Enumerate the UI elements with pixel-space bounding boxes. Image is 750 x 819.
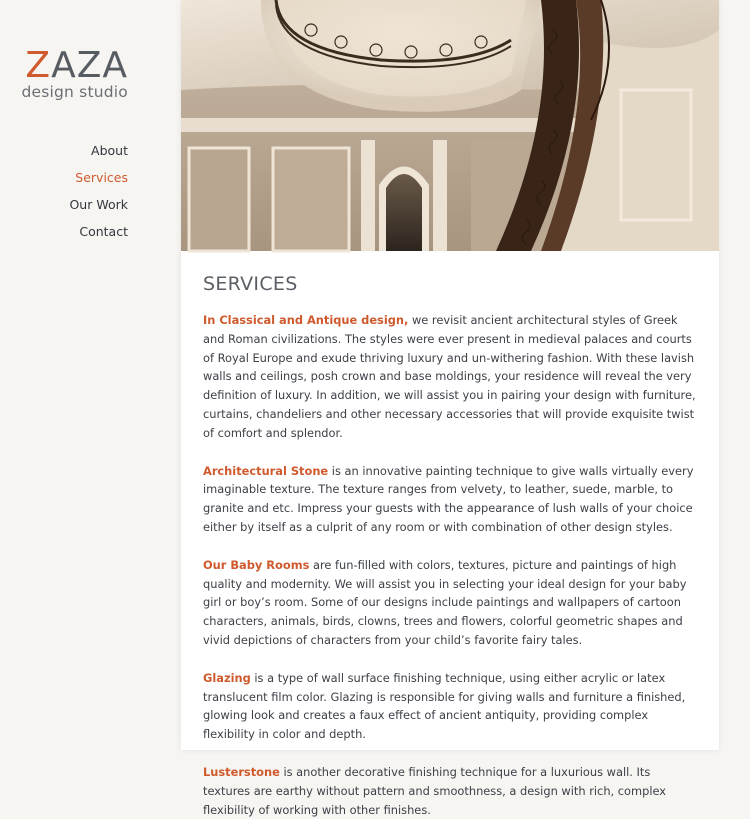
sidebar (0, 0, 181, 750)
nav-item-about[interactable]: About (91, 143, 128, 158)
paragraph-classical (203, 311, 697, 443)
logo-wordmark (21, 45, 128, 86)
paragraph-lead: Lusterstone (203, 764, 280, 779)
paragraph-glazing (203, 669, 697, 744)
paragraph-lead: Our Baby Rooms (203, 557, 310, 572)
paragraph-body: we revisit ancient architectural styles of Greek and Roman civilizations. The styles were ever present in medieval palaces and courts of Royal Europe and exude thriving luxury and un-withering fashion. With these lavish walls and ceilings, posh crown and base moldings, your residence will reveal the very definition of luxury. In addition, we will assist you in pairing your design with furniture, curtains, chandeliers and other necessary accessories that will provide exquisite twist of comfort and splendor. (203, 313, 696, 440)
paragraph-lead: In Classical and Antique design, (203, 313, 409, 327)
paragraph-body: are fun-filled with colors, textures, picture and paintings of high quality and modernity. We will assist you in selecting your ideal design for your baby girl or boy’s room. Some of our designs include paintings and wallpapers of cartoon characters, animals, birds, clowns, trees and flowers, colorful geometric shapes and vivid depictions of characters from your child’s favorite fairy tales. (203, 557, 687, 647)
logo-first-letter: Z (25, 45, 52, 86)
services-content (181, 251, 719, 819)
page-title: SERVICES (203, 273, 298, 295)
logo-rest: AZA (51, 45, 128, 86)
paragraph-body: is a type of wall surface finishing technique, using either acrylic or latex translucent film color. Glazing is responsible for giving walls and furniture a finished, glowing look and creates a faux effect of ancient antiquity, providing complex flexibility in color and depth. (203, 670, 686, 742)
paragraph-body: is an innovative painting technique to give walls virtually every imaginable texture. The texture ranges from velvety, to leather, suede, marble, to granite and etc. Impress your guests with the appearance of lush walls of your choice either by itself as a culprit of any room or with combination of other design styles. (203, 463, 694, 534)
paragraph-lead: Glazing (203, 670, 251, 685)
paragraph-body: is another decorative finishing technique for a luxurious wall. Its textures are earthy without pattern and smoothness, a design with rich, complex flexibility of working with other finishes. (203, 764, 667, 817)
logo[interactable] (21, 45, 128, 101)
main-nav (69, 137, 128, 245)
nav-item-contact[interactable]: Contact (79, 224, 128, 239)
paragraph-lusterstone (203, 763, 697, 819)
nav-item-our-work[interactable]: Our Work (69, 197, 128, 212)
logo-subtitle: design studio (21, 83, 128, 101)
paragraph-baby-rooms (203, 556, 697, 650)
hero-image (181, 0, 719, 251)
paragraph-lead: Architectural Stone (203, 463, 329, 478)
main-content (181, 0, 719, 817)
nav-item-services[interactable]: Services (75, 170, 128, 185)
paragraph-architectural-stone (203, 462, 697, 537)
